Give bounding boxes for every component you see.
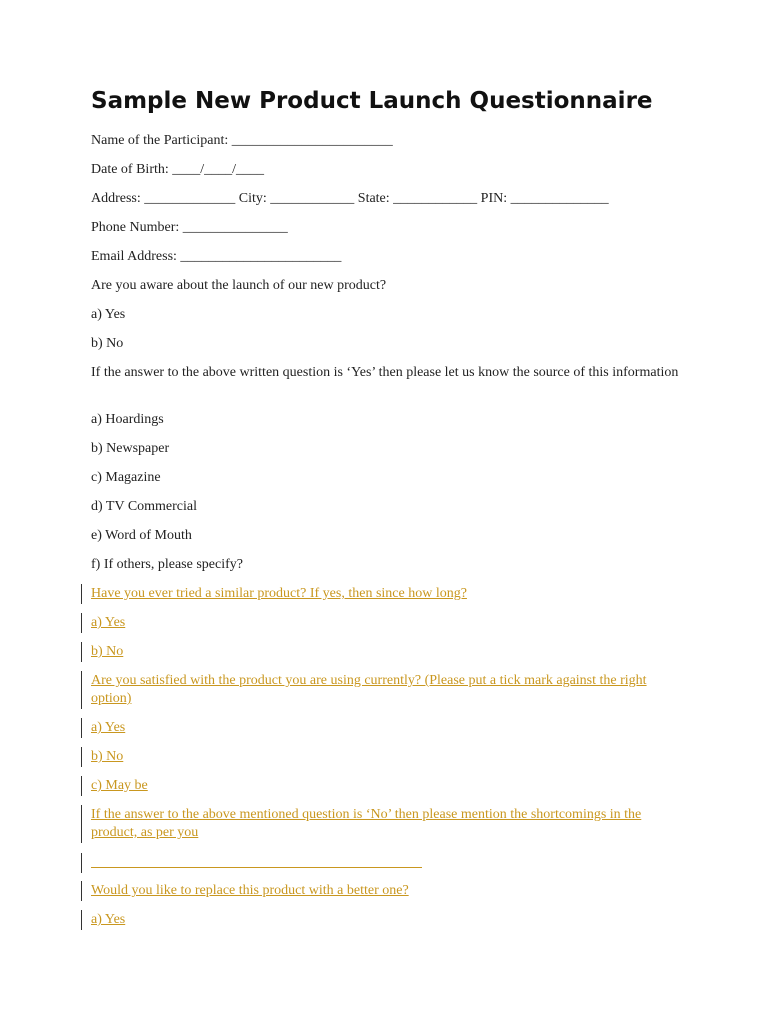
page-title: Sample New Product Launch Questionnaire (91, 88, 653, 114)
change-bar (81, 805, 82, 843)
change-bar (81, 776, 82, 796)
option-satisfied-maybe: c) May be (91, 778, 148, 793)
change-bar (81, 584, 82, 604)
option-source-others: f) If others, please specify? (91, 557, 243, 572)
option-source-magazine: c) Magazine (91, 470, 161, 485)
option-tried-no: b) No (91, 644, 124, 659)
change-bar (81, 853, 82, 873)
option-source-hoardings: a) Hoardings (91, 412, 164, 427)
phone-number-field: Phone Number: _______________ (91, 220, 288, 235)
participant-name-field: Name of the Participant: _______________________ (91, 133, 393, 148)
date-of-birth-field: Date of Birth: ____/____/____ (91, 162, 265, 177)
option-replace-yes: a) Yes (91, 912, 126, 927)
question-tried-similar-product: Have you ever tried a similar product? If yes, then since how long? (91, 586, 467, 601)
change-bar (81, 613, 82, 633)
change-bar (81, 881, 82, 901)
option-awareness-no: b) No (91, 336, 124, 351)
option-satisfied-no: b) No (91, 749, 124, 764)
question-awareness: Are you aware about the launch of our new product? (91, 278, 387, 293)
question-information-source: If the answer to the above written question is ‘Yes’ then please let us know the source of this information (91, 365, 679, 380)
option-source-newspaper: b) Newspaper (91, 441, 170, 456)
change-bar (81, 910, 82, 930)
email-address-field: Email Address: _______________________ (91, 249, 342, 264)
option-tried-yes: a) Yes (91, 615, 126, 630)
address-field: Address: _____________ City: ____________ State: ____________ PIN: ______________ (91, 191, 609, 206)
option-satisfied-yes: a) Yes (91, 720, 126, 735)
shortcomings-answer-line (91, 867, 422, 868)
change-bar (81, 642, 82, 662)
option-source-tv-commercial: d) TV Commercial (91, 499, 198, 514)
change-bar (81, 747, 82, 767)
option-awareness-yes: a) Yes (91, 307, 126, 322)
question-shortcomings: If the answer to the above mentioned question is ‘No’ then please mention the shortcomings in the product, as per you (91, 807, 642, 840)
option-source-word-of-mouth: e) Word of Mouth (91, 528, 192, 543)
change-bar (81, 718, 82, 738)
question-satisfaction: Are you satisfied with the product you are using currently? (Please put a tick mark against the right option) (91, 673, 647, 706)
change-bar (81, 671, 82, 709)
question-replace-product: Would you like to replace this product with a better one? (91, 883, 409, 898)
